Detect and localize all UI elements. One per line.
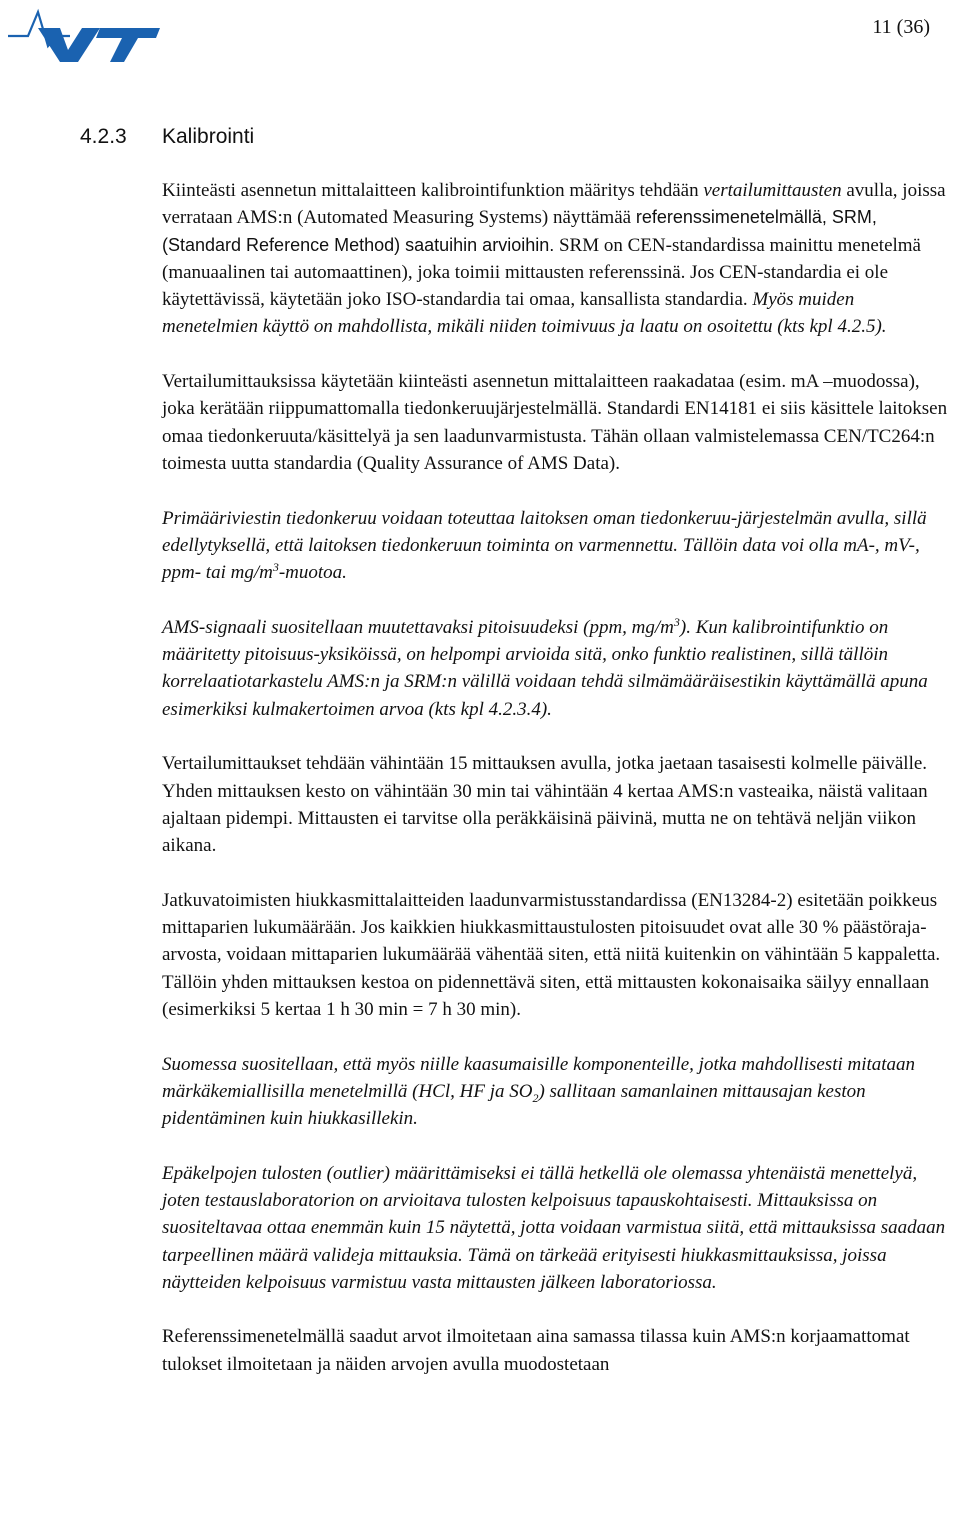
paragraph-8: Epäkelpojen tulosten (outlier) määrittämiseksi ei tällä hetkellä ole olemassa yhtenäistä menettelyä, joten testauslaboratorion on arvioitava tulosten kelpoisuus tapauskohtaisesti. Mittauksissa on suositeltavaa ottaa enemmän kuin 15 näytettä, jotta voidaan varmistua siitä, että mittauksissa saadaan tarpeellinen määrä valideja mittauksia. Tämä on tärkeää erityisesti hiukkasmittauksissa, joissa näytteiden kelpoisuus varmistuu vasta mittausten jälkeen laboratoriossa. <box>162 1162 946 1293</box>
paragraph-4 <box>162 614 952 723</box>
page-number: 11 (36) <box>872 16 930 38</box>
vtt-logo-graphic <box>8 6 164 64</box>
p4-text-2: ). Kun kalibrointifunktio on määritetty pitoisuus-yksiköissä, on helpompi arvioida sitä, onko funktio realistinen, sillä tällöin korrelaatiotarkastelu AMS:n ja SRM:n välillä voidaan tehdä silmämääräisestikin käyttämällä apuna esimerkiksi kulmakertoimen arvoa (kts kpl 4.2.3.4). <box>162 616 928 720</box>
body-text <box>162 177 952 1405</box>
p7-text-2: ) sallitaan samanlainen mittausajan keston pidentäminen kuin hiukkasillekin. <box>162 1080 866 1130</box>
vtt-logo <box>8 6 164 64</box>
p3-superscript: 3 <box>272 560 279 575</box>
p7-text-1: Suomessa suositellaan, että myös niille kaasumaisille komponenteille, jotka mahdollisesti mitataan märkäkemiallisilla menetelmillä (HCl, HF ja SO <box>162 1053 916 1102</box>
paragraph-7 <box>162 1051 952 1133</box>
paragraph-3 <box>162 505 952 587</box>
p1-text-5: SRM on CEN-standardissa mainittu menetelmä (manuaalinen tai automaattinen), joka toimii mittausten referenssinä. Jos CEN-standardia ei ole käytettävissä, käytetään joko ISO-standardia tai omaa, kansallista standardia. <box>162 234 921 311</box>
p1-text-3: avulla, joissa verrataan AMS:n (Automated Measuring Systems) näyttämää <box>162 180 946 229</box>
section-title: Kalibrointi <box>162 125 255 148</box>
p1-text-6: Myös muiden menetelmien käyttö on mahdollista, mikäli niiden toimivuus ja laatu on osoitettu (kts kpl 4.2.5). <box>162 289 887 338</box>
section-heading <box>80 125 254 149</box>
p1-text-1: Kiinteästi asennetun mittalaitteen kalibrointifunktion määritys tehdään <box>162 180 704 201</box>
p3-text-2: -muotoa. <box>278 562 347 584</box>
p3-text-1: Primääriviestin tiedonkeruu voidaan toteuttaa laitoksen oman tiedonkeruu-järjestelmän avulla, sillä edellytyksellä, että laitoksen tiedonkeruun toiminta on varmennettu. Tällöin data voi olla mA-, mV-, ppm- tai mg/m <box>162 507 927 584</box>
p7-subscript: 2 <box>532 1090 539 1105</box>
paragraph-6: Jatkuvatoimisten hiukkasmittalaitteiden laadunvarmistusstandardissa (EN13284-2) esitetään poikkeus mittaparien lukumäärään. Jos kaikkien hiukkasmittaustulosten pitoisuudet ovat alle 30 % päästöraja-arvosta, voidaan mittaparien lukumäärää vähentää siten, että niitä kuitenkin on vähintään 5 kappaletta. Tällöin yhden mittauksen kestoa on pidennettävä siten, että mittausten kokonaisaika säilyy ennallaan (esimerkiksi 5 kertaa 1 h 30 min = 7 h 30 min). <box>162 889 941 1020</box>
p1-text-4: referenssimenetelmällä, SRM, (Standard Reference Method) saatuihin arvioihin. <box>162 207 877 255</box>
paragraph-9: Referenssimenetelmällä saadut arvot ilmoitetaan aina samassa tilassa kuin AMS:n korjaamattomat tulokset ilmoitetaan ja näiden arvojen avulla muodostetaan <box>162 1326 910 1375</box>
paragraph-5: Vertailumittaukset tehdään vähintään 15 mittauksen avulla, jotka jaetaan tasaisesti kolmelle päivälle. Yhden mittauksen kesto on vähintään 30 min tai vähintään 4 kertaa AMS:n vasteaika, näistä valitaan ajaltaan pidempi. Mittausten ei tarvitse olla peräkkäisinä päivinä, mutta ne on tehtävä neljän viikon aikana. <box>162 753 928 857</box>
p4-text-1: AMS-signaali suositellaan muutettavaksi pitoisuudeksi (ppm, mg/m <box>162 616 674 638</box>
paragraph-1 <box>162 177 952 341</box>
section-number: 4.2.3 <box>80 125 127 148</box>
paragraph-2: Vertailumittauksissa käytetään kiinteästi asennetun mittalaitteen raakadataa (esim. mA –muodossa), joka kerätään riippumattomalla tiedonkeruujärjestelmällä. Standardi EN14181 ei siis käsittele laitoksen omaa tiedonkeruuta/käsittelyä ja sen laadunvarmistusta. Tähän ollaan valmistelemassa CEN/TC264:n toimesta uutta standardia (Quality Assurance of AMS Data). <box>162 371 948 474</box>
p1-text-2: vertailumittausten <box>703 180 842 201</box>
p4-superscript: 3 <box>673 614 680 629</box>
